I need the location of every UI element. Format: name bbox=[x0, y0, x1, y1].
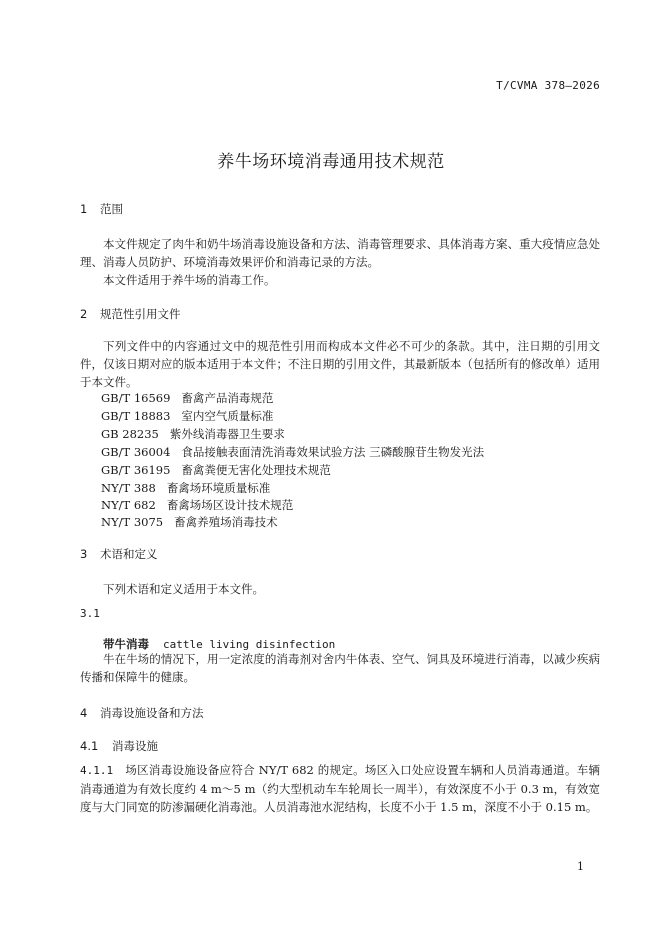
clause-text: 场区消毒设施设备应符合 NY/T 682 的规定。场区入口处应设置车辆和人员消毒通道。车辆消毒通道为有效长度约 4 m～5 m（约大型机动车车轮周长一周半），有效深度不小于 0.3 m，有效宽度与大门同宽的防渗漏硬化消毒池。人员消毒池水泥结构，长度不小于 1.5 m，深度不小于 0.15 m。 bbox=[80, 763, 600, 814]
section-title: 术语和定义 bbox=[100, 547, 158, 561]
section-number: 4 bbox=[80, 706, 88, 720]
reference-item bbox=[101, 480, 270, 496]
reference-title: 紫外线消毒器卫生要求 bbox=[169, 427, 285, 441]
section-title: 规范性引用文件 bbox=[100, 307, 181, 321]
term-english: cattle living disinfection bbox=[163, 638, 336, 651]
standard-number: T/CVMA 378—2026 bbox=[496, 79, 600, 92]
document-title: 养牛场环境消毒通用技术规范 bbox=[217, 152, 445, 172]
reference-title: 畜禽产品消毒规范 bbox=[181, 391, 274, 405]
reference-code: GB/T 36004 bbox=[101, 445, 171, 459]
term-definition: 牛在牛场的情况下，用一定浓度的消毒剂对舍内牛体表、空气、饲具及环境进行消毒，以减少疾病传播和保障牛的健康。 bbox=[80, 652, 600, 684]
section-number: 3 bbox=[80, 547, 88, 561]
subsection-heading bbox=[80, 738, 158, 754]
reference-item bbox=[101, 497, 293, 513]
scope-paragraph: 本文件规定了肉牛和奶牛场消毒设施设备和方法、消毒管理要求、具体消毒方案、重大疫情应急处理、消毒人员防护、环境消毒效果评价和消毒记录的方法。 bbox=[80, 237, 600, 269]
reference-title: 畜禽粪便无害化处理技术规范 bbox=[181, 463, 331, 477]
section-number: 1 bbox=[80, 202, 88, 216]
reference-title: 畜禽养殖场消毒技术 bbox=[174, 515, 278, 529]
term-number: 3.1 bbox=[80, 607, 100, 620]
page-number: 1 bbox=[577, 860, 584, 873]
reference-item bbox=[101, 426, 285, 442]
clause-number: 4.1.1 bbox=[80, 764, 114, 777]
references-intro: 下列文件中的内容通过文中的规范性引用而构成本文件必不可少的条款。其中，注日期的引用文件，仅该日期对应的版本适用于本文件；不注日期的引用文件，其最新版本（包括所有的修改单）适用于本文件。 bbox=[80, 339, 600, 389]
section-title: 消毒设施设备和方法 bbox=[100, 706, 204, 720]
subsection-number: 4.1 bbox=[80, 739, 99, 753]
section-3-heading bbox=[80, 546, 158, 562]
reference-item bbox=[101, 444, 484, 460]
reference-code: GB/T 18883 bbox=[101, 409, 171, 423]
reference-item bbox=[101, 390, 273, 406]
section-4-heading bbox=[80, 705, 204, 721]
reference-code: GB 28235 bbox=[101, 427, 159, 441]
reference-code: GB/T 36195 bbox=[101, 463, 171, 477]
reference-item bbox=[101, 408, 273, 424]
terms-intro: 下列术语和定义适用于本文件。 bbox=[103, 582, 264, 596]
reference-title: 畜禽场环境质量标准 bbox=[166, 481, 271, 495]
reference-title: 室内空气质量标准 bbox=[181, 409, 274, 423]
reference-title: 食品接触表面清洗消毒效果试验方法 三磷酸腺苷生物发光法 bbox=[181, 445, 485, 459]
section-1-heading bbox=[80, 201, 123, 217]
reference-code: NY/T 3075 bbox=[101, 515, 164, 529]
reference-title: 畜禽场场区设计技术规范 bbox=[166, 498, 294, 512]
scope-applicability: 本文件适用于养牛场的消毒工作。 bbox=[103, 273, 276, 287]
section-2-heading bbox=[80, 306, 181, 322]
reference-item bbox=[101, 462, 331, 478]
subsection-title: 消毒设施 bbox=[112, 739, 158, 753]
reference-code: NY/T 388 bbox=[101, 481, 156, 495]
reference-code: NY/T 682 bbox=[101, 498, 156, 512]
term-chinese: 带牛消毒 bbox=[103, 637, 149, 651]
section-title: 范围 bbox=[100, 202, 123, 216]
clause-4-1-1 bbox=[80, 761, 600, 816]
reference-item bbox=[101, 514, 278, 530]
section-number: 2 bbox=[80, 307, 88, 321]
reference-code: GB/T 16569 bbox=[101, 391, 171, 405]
